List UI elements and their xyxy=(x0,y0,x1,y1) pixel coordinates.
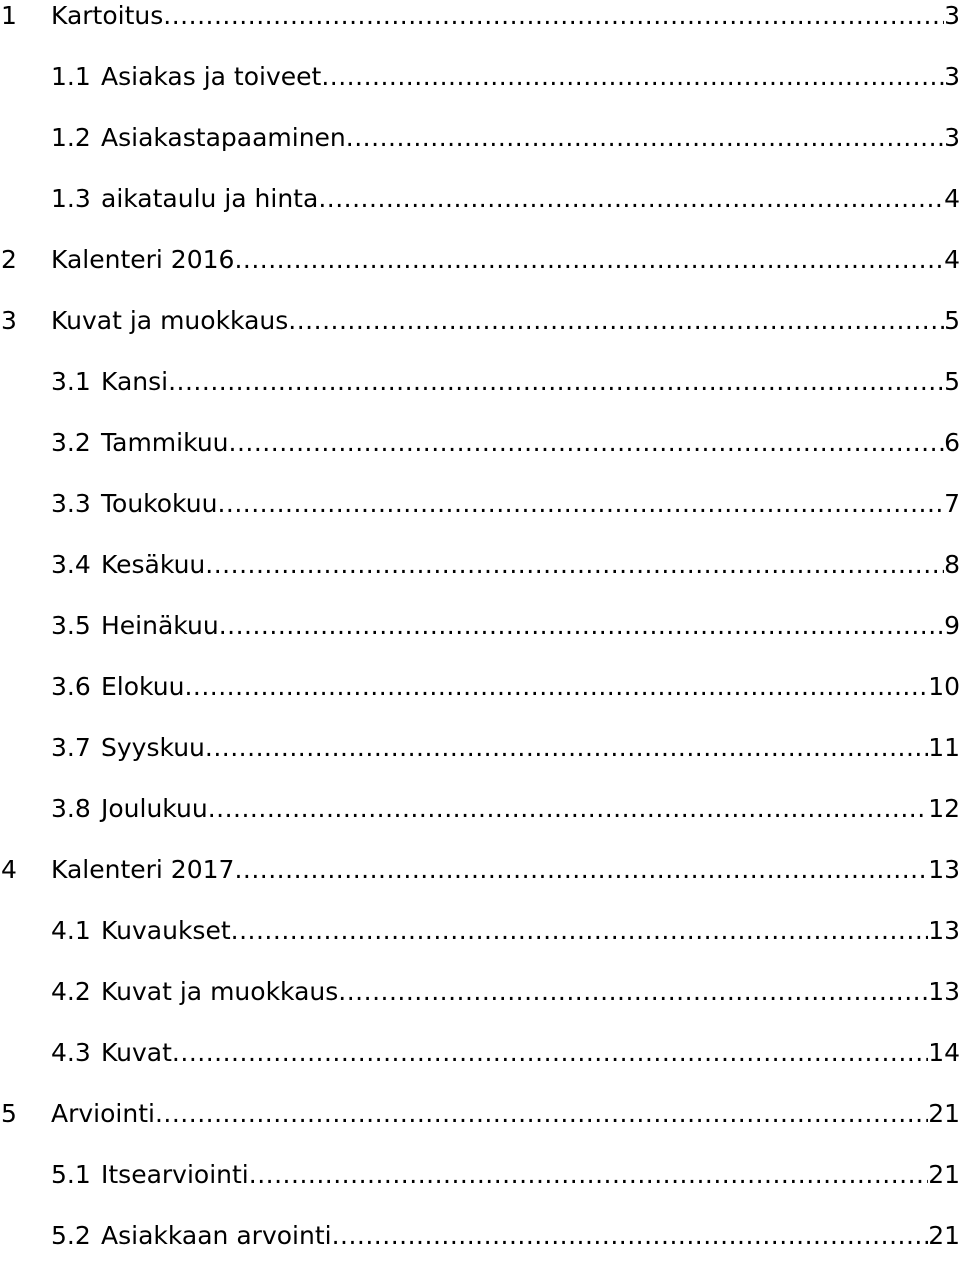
toc-entry[interactable] xyxy=(0,244,960,305)
toc-entry[interactable] xyxy=(0,732,960,793)
toc-dot-leader xyxy=(208,794,928,824)
toc-entry-title: Kuvat ja muokkaus xyxy=(101,977,339,1006)
toc-dot-leader xyxy=(249,1160,928,1190)
toc-entry[interactable] xyxy=(0,122,960,183)
toc-entry[interactable] xyxy=(0,1220,960,1281)
toc-entry-number: 3.7 xyxy=(51,733,91,762)
toc-entry[interactable] xyxy=(0,976,960,1037)
toc-dot-leader xyxy=(234,855,928,885)
toc-entry-title: aikataulu ja hinta xyxy=(101,184,319,213)
toc-entry-number: 3.4 xyxy=(51,550,91,579)
toc-entry-page: 14 xyxy=(928,1038,960,1067)
toc-entry-title: Kuvaukset xyxy=(101,916,231,945)
toc-entry-page: 21 xyxy=(928,1221,960,1250)
toc-entry[interactable] xyxy=(0,1037,960,1098)
toc-entry[interactable] xyxy=(0,61,960,122)
toc-dot-leader xyxy=(318,184,944,214)
toc-entry[interactable] xyxy=(0,1159,960,1220)
toc-dot-leader xyxy=(219,611,944,641)
toc-entry-number: 1.2 xyxy=(51,123,91,152)
toc-entry-title: Toukokuu xyxy=(101,489,218,518)
toc-dot-leader xyxy=(234,245,944,275)
toc-entry-title: Kansi xyxy=(101,367,169,396)
toc-entry-title: Joulukuu xyxy=(101,794,208,823)
toc-entry-title: Asiakastapaaminen xyxy=(101,123,346,152)
toc-entry-page: 13 xyxy=(928,977,960,1006)
toc-dot-leader xyxy=(321,62,944,92)
toc-entry-title: Kartoitus xyxy=(51,1,164,30)
toc-entry-page: 4 xyxy=(944,245,960,274)
toc-entry-number: 1.3 xyxy=(51,184,91,213)
toc-entry-title: Kalenteri 2017 xyxy=(51,855,235,884)
toc-entry-title: Heinäkuu xyxy=(101,611,219,640)
toc-entry-page: 13 xyxy=(928,916,960,945)
toc-entry[interactable] xyxy=(0,366,960,427)
toc-entry[interactable] xyxy=(0,793,960,854)
toc-entry[interactable] xyxy=(0,183,960,244)
toc-dot-leader xyxy=(229,428,945,458)
toc-entry-title: Kuvat xyxy=(101,1038,172,1067)
toc-entry-title: Elokuu xyxy=(101,672,185,701)
toc-entry-title: Arviointi xyxy=(51,1099,155,1128)
toc-entry[interactable] xyxy=(0,915,960,976)
toc-dot-leader xyxy=(205,733,928,763)
toc-entry-title: Syyskuu xyxy=(101,733,205,762)
toc-entry-page: 4 xyxy=(944,184,960,213)
toc-entry[interactable] xyxy=(0,854,960,915)
toc-entry-number: 3.3 xyxy=(51,489,91,518)
toc-entry-number: 5 xyxy=(1,1099,17,1128)
toc-dot-leader xyxy=(205,550,944,580)
toc-entry[interactable] xyxy=(0,488,960,549)
toc-dot-leader xyxy=(231,916,929,946)
toc-entry-number: 3.6 xyxy=(51,672,91,701)
toc-entry-title: Kalenteri 2016 xyxy=(51,245,235,274)
toc-dot-leader xyxy=(288,306,944,336)
toc-entry-page: 10 xyxy=(928,672,960,701)
toc-entry[interactable] xyxy=(0,549,960,610)
toc-entry-title: Asiakkaan arvointi xyxy=(101,1221,332,1250)
toc-entry-title: Kuvat ja muokkaus xyxy=(51,306,289,335)
toc-entry-title: Asiakas ja toiveet xyxy=(101,62,322,91)
toc-entry-number: 3.1 xyxy=(51,367,91,396)
toc-entry-page: 5 xyxy=(944,306,960,335)
toc-entry-page: 21 xyxy=(928,1160,960,1189)
toc-entry[interactable] xyxy=(0,305,960,366)
toc-entry-page: 9 xyxy=(944,611,960,640)
toc-entry-page: 12 xyxy=(928,794,960,823)
toc-dot-leader xyxy=(184,672,928,702)
toc-entry-page: 5 xyxy=(944,367,960,396)
toc-dot-leader xyxy=(155,1099,928,1129)
toc-entry[interactable] xyxy=(0,427,960,488)
toc-entry-number: 4.1 xyxy=(51,916,91,945)
toc-entry-number: 4 xyxy=(1,855,17,884)
toc-entry-number: 1 xyxy=(1,1,17,30)
toc-entry-number: 3.8 xyxy=(51,794,91,823)
toc-dot-leader xyxy=(217,489,944,519)
toc-entry[interactable] xyxy=(0,610,960,671)
toc-dot-leader xyxy=(163,1,944,31)
toc-entry-number: 5.2 xyxy=(51,1221,91,1250)
toc-entry-page: 21 xyxy=(928,1099,960,1128)
toc-entry-page: 3 xyxy=(944,123,960,152)
toc-entry-page: 13 xyxy=(928,855,960,884)
toc-entry-number: 1.1 xyxy=(51,62,91,91)
toc-entry[interactable] xyxy=(0,671,960,732)
toc-entry-number: 3 xyxy=(1,306,17,335)
toc-entry-page: 3 xyxy=(944,1,960,30)
toc-entry-title: Itsearviointi xyxy=(101,1160,249,1189)
toc-dot-leader xyxy=(168,367,944,397)
toc-entry-page: 3 xyxy=(944,62,960,91)
toc-entry[interactable] xyxy=(0,0,960,61)
toc-entry-title: Tammikuu xyxy=(101,428,229,457)
toc-entry-number: 5.1 xyxy=(51,1160,91,1189)
toc-entry-number: 4.2 xyxy=(51,977,91,1006)
toc-entry[interactable] xyxy=(0,1098,960,1159)
toc-entry-number: 3.2 xyxy=(51,428,91,457)
toc-entry-page: 11 xyxy=(928,733,960,762)
toc-entry-page: 8 xyxy=(944,550,960,579)
toc-entry-number: 3.5 xyxy=(51,611,91,640)
toc-dot-leader xyxy=(332,1221,929,1251)
toc-dot-leader xyxy=(338,977,928,1007)
toc-entry-title: Kesäkuu xyxy=(101,550,206,579)
toc-entry-number: 4.3 xyxy=(51,1038,91,1067)
toc-entry-page: 7 xyxy=(944,489,960,518)
toc-dot-leader xyxy=(346,123,944,153)
toc-entry-number: 2 xyxy=(1,245,17,274)
toc-dot-leader xyxy=(172,1038,928,1068)
toc-entry-page: 6 xyxy=(944,428,960,457)
